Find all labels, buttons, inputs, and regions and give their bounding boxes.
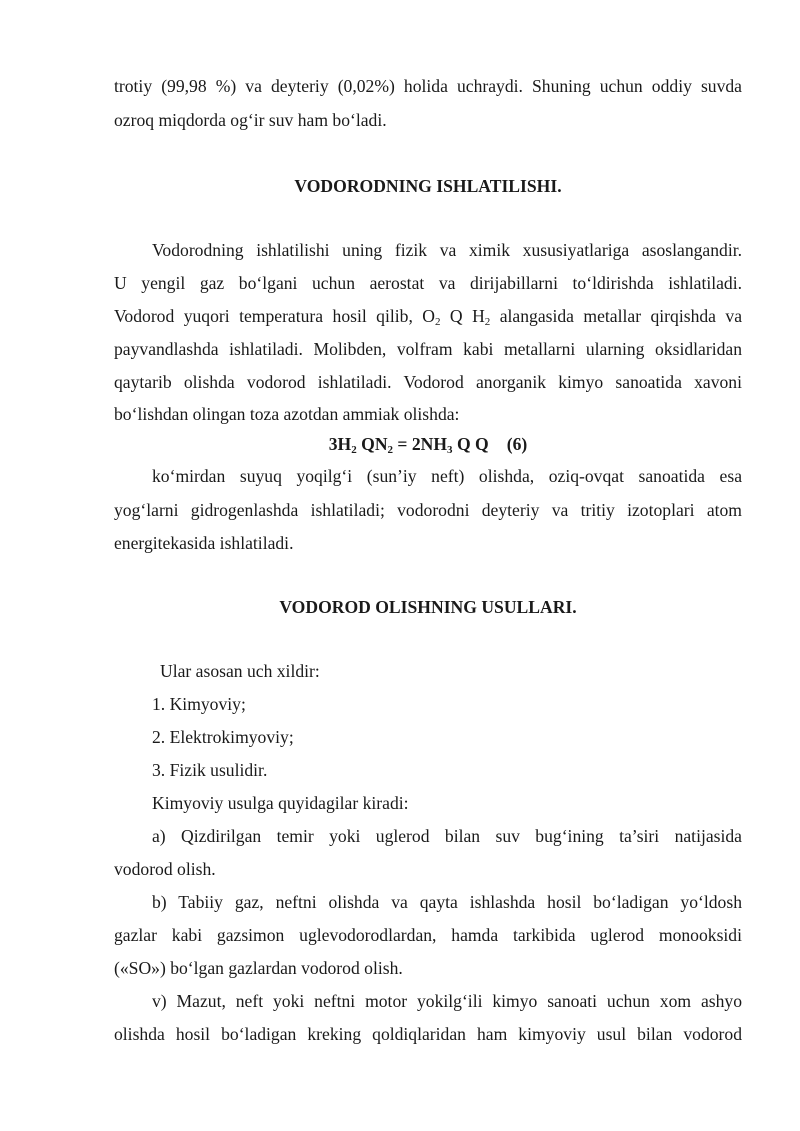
para2-line3-part: Q H xyxy=(440,306,485,326)
list-intro: Ular asosan uch xildir: xyxy=(160,661,320,681)
item-a-line1: a) Qizdirilgan temir yoki uglerod bilan suv bug‘ining ta’siri natijasida xyxy=(152,826,742,846)
subscript: 2 xyxy=(484,316,491,328)
subscript: 2 xyxy=(351,444,357,456)
equation-part: Q Q xyxy=(452,434,489,454)
item-v-line1: v) Mazut, neft yoki neftni motor yokilg‘ili kimyo sanoati uchun xom ashyo xyxy=(152,991,742,1011)
equation xyxy=(114,434,742,457)
para2-line6: bo‘lishdan olingan toza azotdan ammiak olishda: xyxy=(114,404,460,424)
equation-part: QN xyxy=(356,434,388,454)
para2-line3 xyxy=(114,306,742,329)
list-item-3: 3. Fizik usulidir. xyxy=(152,760,268,780)
para2-line2: U yengil gaz bo‘lgani uchun aerostat va dirijabillarni to‘ldirishda ishlatiladi. xyxy=(114,273,742,293)
para3-line1: ko‘mirdan suyuq yoqilg‘i (sun’iy neft) olishda, oziq-ovqat sanoatida esa xyxy=(152,466,742,486)
equation-part: 3H xyxy=(328,434,352,454)
item-b-line2: gazlar kabi gazsimon uglevodorodlardan, hamda tarkibida uglerod monooksidi xyxy=(114,925,742,945)
heading-methods: VODOROD OLISHNING USULLARI. xyxy=(279,597,577,617)
heading-usage: VODORODNING ISHLATILISHI. xyxy=(294,176,562,196)
para3-line2: yog‘larni gidrogenlashda ishlatiladi; vodorodni deyteriy va tritiy izotoplari atom xyxy=(114,500,742,520)
list-item-2: 2. Elektrokimyoviy; xyxy=(152,727,294,747)
para3-line3: energitekasida ishlatiladi. xyxy=(114,533,294,553)
para2-line4: payvandlashda ishlatiladi. Molibden, volfram kabi metallarni ularning oksidlaridan xyxy=(114,339,742,359)
chem-methods-intro: Kimyoviy usulga quyidagilar kiradi: xyxy=(152,793,409,813)
item-v-line2: olishda hosil bo‘ladigan kreking qoldiqlaridan ham kimyoviy usul bilan vodorod xyxy=(114,1024,742,1044)
para1-line2: ozroq miqdorda og‘ir suv ham bo‘ladi. xyxy=(114,110,387,130)
item-a-line2: vodorod olish. xyxy=(114,859,216,879)
subscript: 2 xyxy=(387,444,394,456)
para2-line1: Vodorodning ishlatilishi uning fizik va ximik xususiyatlariga asoslangandir. xyxy=(152,240,742,260)
list-item-1: 1. Kimyoviy; xyxy=(152,694,246,714)
subscript: 3 xyxy=(447,444,453,456)
para2-line3-part: Vodorod yuqori temperatura hosil qilib, O xyxy=(114,306,435,326)
subscript: 2 xyxy=(435,316,441,328)
item-b-line3: («SO») bo‘lgan gazlardan vodorod olish. xyxy=(114,958,403,978)
equation-number: (6) xyxy=(506,434,528,454)
para2-line3-part: alangasida metallar qirqishda va xyxy=(490,306,743,326)
item-b-line1: b) Tabiiy gaz, neftni olishda va qayta ishlashda hosil bo‘ladigan yo‘ldosh xyxy=(152,892,742,912)
para2-line5: qaytarib olishda vodorod ishlatiladi. Vodorod anorganik kimyo sanoatida xavoni xyxy=(114,372,742,392)
equation-part: = 2NH xyxy=(393,434,448,454)
para1-line1: trotiy (99,98 %) va deyteriy (0,02%) holida uchraydi. Shuning uchun oddiy suvda xyxy=(114,76,742,96)
